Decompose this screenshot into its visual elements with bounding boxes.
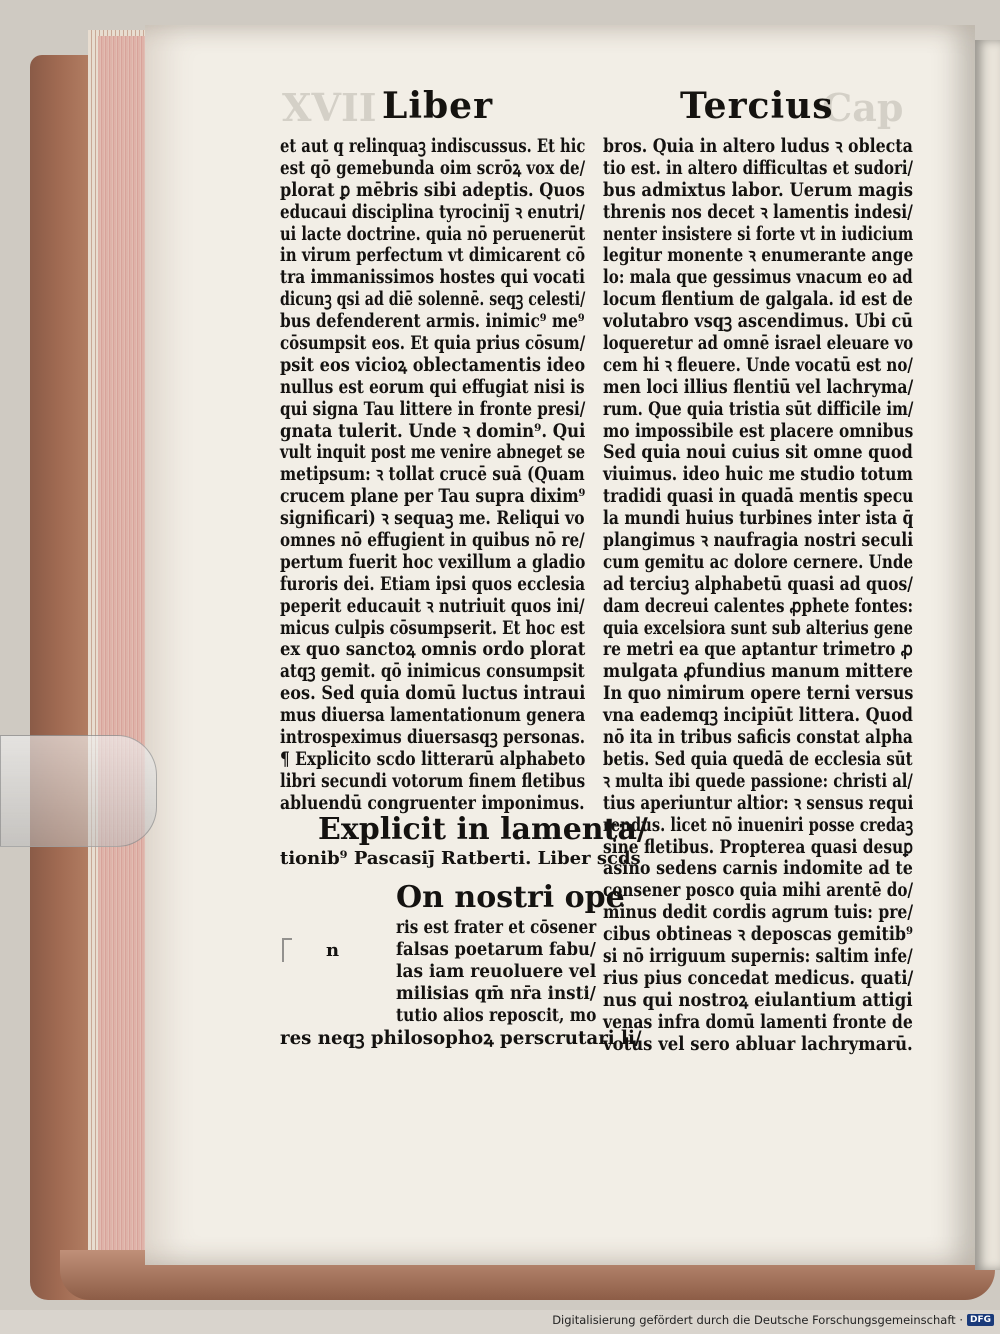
text-line: si nō irriguum supernis: saltim infe/: [603, 945, 913, 967]
text-line: mus diuersa lamentationum genera: [280, 705, 586, 727]
text-line: quia excelsiora sunt sub alterius gene: [603, 617, 913, 639]
text-line: in virum perfectum vt dimicarent cō: [280, 245, 586, 267]
explicit-heading: Explicit in lamenta/: [318, 812, 648, 847]
text-line: locum flentium de galgala. id est de: [603, 289, 913, 311]
show-through-heading-right: Cap: [822, 85, 904, 130]
text-line: ¶ Explicito scdo litterarū alphabeto: [280, 748, 586, 770]
text-line: la mundi huius turbines inter ista q̄: [603, 508, 914, 530]
red-page-edge: [98, 36, 146, 1266]
text-line: loqueretur ad omnē israel eleuare vo: [603, 333, 914, 355]
text-line: micus culpis cōsumpserit. Et hoc est: [280, 617, 585, 639]
text-line: rum. Que quia tristia sūt difficile im/: [603, 398, 914, 420]
incipit-heading: On nostri ope: [396, 880, 625, 915]
text-line: consener posco quia mihi arentē do/: [603, 880, 914, 902]
text-line: mulgata ꝓfundius manum mittere: [603, 661, 913, 683]
text-line: ex quo sanctoꝝ omnis ordo plorat: [280, 639, 586, 661]
text-line: bus defenderent armis. inimic⁹ me⁹: [280, 311, 585, 333]
text-line: las iam reuoluere vel: [396, 961, 597, 982]
text-line: cum gemitu ac dolore cernere. Unde: [603, 551, 914, 573]
text-line: cōsumpsit eos. Et quia prius cōsum/: [280, 333, 586, 355]
text-line: peperit educauit ꝛ nutriuit quos ini/: [280, 595, 585, 617]
text-line: dam decreui calentes ꝓphete fontes:: [603, 595, 914, 617]
text-line: significari) ꝛ sequaꝫ me. Reliqui vo: [280, 508, 585, 530]
text-line: threnis nos decet ꝛ lamentis indesi/: [603, 201, 913, 223]
text-line: bros. Quia in altero ludus ꝛ oblecta: [603, 136, 913, 157]
text-line: metipsum: ꝛ tollat crucē suā (Quam: [280, 464, 585, 486]
text-line: betis. Sed quia quedā de ecclesia sūt: [603, 748, 913, 770]
text-line: ad terciuꝫ alphabetū quasi ad quos/: [603, 573, 913, 595]
text-line: ris est frater et cōsener: [396, 918, 597, 938]
text-line: re metri ea que aptantur trimetro ꝓ: [603, 639, 913, 661]
text-line: tutio alios reposcit, mo: [396, 1005, 597, 1026]
incipit-text: [396, 918, 596, 1027]
text-line: educaui disciplina tyrociniȷ̄ ꝛ enutri/: [280, 201, 585, 223]
text-line: falsas poetarum fabu/: [396, 939, 596, 960]
running-head-right: Tercius: [680, 85, 834, 127]
text-line: In quo nimirum opere terni versus: [603, 683, 914, 705]
text-line: milisias qm̄ nr̄a insti/: [396, 983, 596, 1004]
text-line: cibus obtineas ꝛ deposcas gemitib⁹: [603, 924, 913, 946]
text-line: libri secundi votorum finem fletibus: [280, 770, 586, 792]
text-line: volutabro vsqꝫ ascendimus. Ubi cū: [603, 311, 913, 333]
footer: [552, 1312, 994, 1328]
text-line: nus qui nostroꝝ eiulantium attigi: [603, 989, 913, 1011]
text-line: legitur monente ꝛ enumerante ange: [603, 245, 914, 267]
dfg-logo: DFG: [967, 1314, 994, 1326]
text-line: abluendū congruenter imponimus.: [280, 792, 585, 814]
text-line: eos. Sed quia domū luctus intraui: [280, 683, 586, 705]
text-line: viuimus. ideo huic me studio totum: [603, 464, 913, 486]
text-line: bus admixtus labor. Uerum magis: [603, 179, 914, 201]
text-line: mo impossibile est placere omnibus: [603, 420, 914, 442]
text-line: crucem plane per Tau supra dixim⁹: [280, 486, 586, 508]
text-line: est qō gemebunda oim scrōꝝ vox de/: [280, 157, 586, 179]
text-line: res neqꝫ philosophoꝝ perscrutari li/: [280, 1028, 642, 1049]
text-line: vult inquit post me venire abneget se: [280, 442, 586, 464]
text-line: votus vel sero abluar lachrymarū.: [603, 1033, 913, 1055]
text-line: qui signa Tau littere in fronte presi/: [280, 398, 586, 420]
text-line: ui lacte doctrine. quia nō peruenerūt: [280, 223, 586, 245]
text-line: dicunꝫ qsi ad diē solennē. seqꝫ celesti/: [280, 289, 586, 311]
text-line: cem hi ꝛ fleuere. Unde vocatū est no/: [603, 354, 913, 376]
text-line: ꝛ multa ibi quede passione: christi al/: [603, 770, 913, 792]
initial-space-mark: [282, 938, 292, 962]
incipit-last-line: [280, 1028, 642, 1050]
text-line: introspeximus diuersasqꝫ personas.: [280, 727, 585, 749]
running-head-left: Liber: [382, 85, 494, 127]
text-line: asino sedens carnis indomite ad te: [603, 858, 913, 880]
left-column: [280, 136, 585, 815]
text-line: psit eos vicioꝝ oblectamentis ideo: [280, 354, 586, 376]
text-line: omnes nō effugient in quibus nō re/: [280, 530, 585, 552]
text-line: plorat ꝑ mēbris sibi adeptis. Quos: [280, 179, 585, 201]
text-line: gnata tulerit. Unde ꝛ domin⁹. Qui: [280, 420, 586, 442]
text-line: nullus est eorum qui effugiat nisi is: [280, 376, 585, 398]
text-line: nō ita in tribus saficis constat alpha: [603, 727, 913, 749]
text-line: minus dedit cordis agrum tuis: pre/: [603, 902, 914, 924]
text-line: atqꝫ gemit. qō inimicus consumpsit: [280, 661, 585, 683]
text-line: vna eademqꝫ incipiūt littera. Quod: [603, 705, 913, 727]
text-line: tradidi quasi in quadā mentis specu: [603, 486, 914, 508]
show-through-heading-left: XVII: [282, 85, 377, 130]
text-line: tra immanissimos hostes qui vocati: [280, 267, 585, 289]
text-line: furoris dei. Etiam ipsi quos ecclesia: [280, 573, 586, 595]
text-line: nenter insistere si forte vt in iudicium: [603, 223, 914, 245]
text-line: sine fletibus. Propterea quasi desuꝑ: [603, 836, 914, 858]
text-line: lo: mala que gessimus vnacum eo ad: [603, 267, 913, 289]
text-line: tius aperiuntur altior: ꝛ sensus requi: [603, 792, 914, 814]
guide-letter: n: [326, 940, 340, 961]
text-line: rendus. licet nō inueniri posse credaꝫ: [603, 814, 914, 836]
text-line: plangimus ꝛ naufragia nostri seculi: [603, 530, 914, 552]
text-line: et aut q relinquaꝫ indiscussus. Et hic: [280, 136, 586, 157]
explicit-subheading: tionib⁹ Pascasiȷ̄ Ratberti. Liber scds: [280, 848, 641, 869]
text-line: Sed quia noui cuius sit omne quod: [603, 442, 913, 464]
bookmark-clip: [0, 735, 157, 847]
text-line: venas infra domū lamenti fronte de: [603, 1011, 913, 1033]
text-line: men loci illius flentiū vel lachryma/: [603, 376, 914, 398]
text-line: pertum fuerit hoc vexillum a gladio: [280, 551, 586, 573]
footer-text: Digitalisierung gefördert durch die Deutsche Forschungsgemeinschaft ·: [552, 1313, 963, 1327]
facing-page-edge: [975, 40, 1000, 1270]
right-column: [603, 136, 913, 1055]
text-line: tio est. in altero difficultas et sudori/: [603, 157, 913, 179]
text-line: rius pius concedat medicus. quati/: [603, 967, 914, 989]
